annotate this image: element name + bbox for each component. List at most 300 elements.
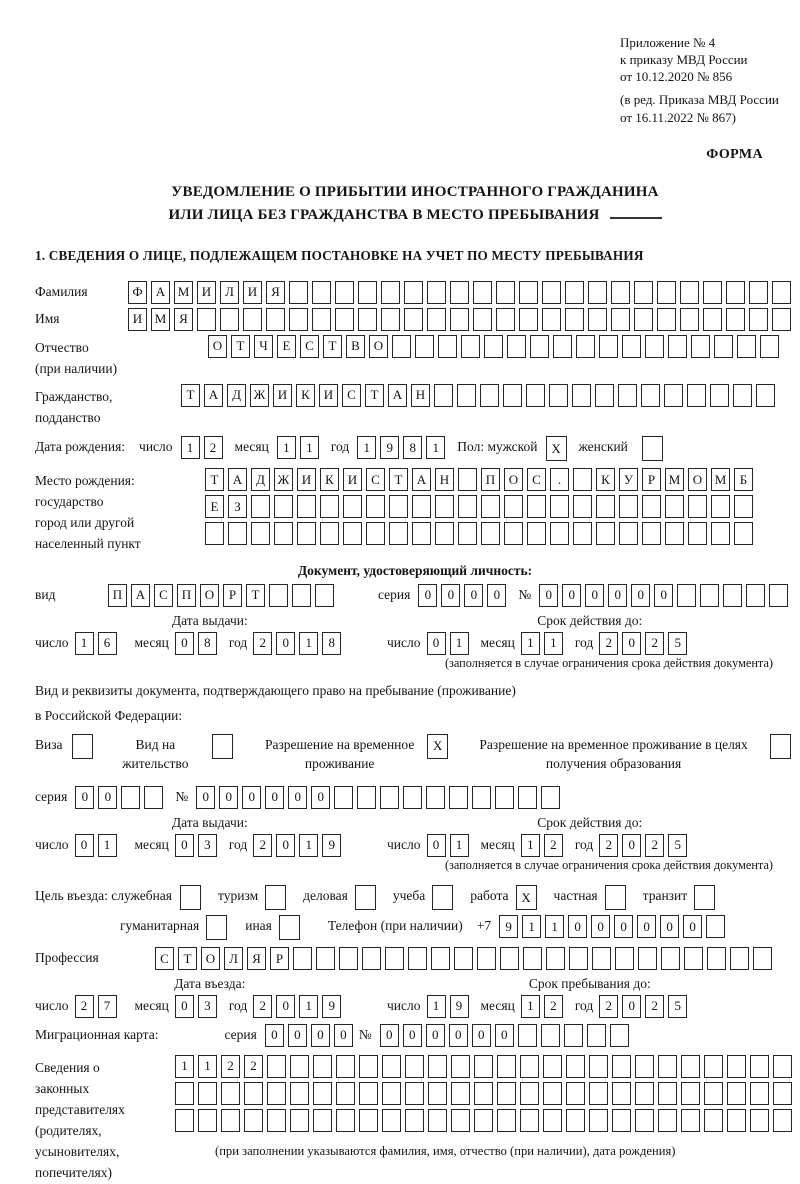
form-cell: Ф [128, 281, 147, 304]
form-cell [566, 1055, 585, 1078]
form-cell: 1 [426, 436, 445, 459]
form-cell: К [296, 384, 315, 407]
form-cell [618, 384, 637, 407]
form-cell [292, 584, 311, 607]
form-cell: 0 [98, 786, 117, 809]
form-cell: 0 [311, 1024, 330, 1047]
forma-label: ФОРМА [706, 146, 763, 162]
temp-residence-label-line1: Разрешение на временное [264, 736, 415, 752]
form-cell [681, 1109, 700, 1132]
form-cell: 0 [276, 995, 295, 1018]
form-cell [228, 522, 247, 545]
year-word: год [574, 998, 594, 1014]
form-cell: 0 [539, 584, 558, 607]
purpose-tourism [218, 885, 290, 910]
form-cell [711, 495, 730, 518]
form-cell: 0 [562, 584, 581, 607]
birth-place-label-line3: город или другой [35, 515, 135, 531]
form-cell [451, 1082, 470, 1105]
gender-male-checkbox: X [546, 436, 567, 461]
citizenship-row [35, 384, 795, 429]
legal-reps-label-line1: Сведения о [35, 1060, 100, 1076]
form-cell [458, 495, 477, 518]
form-cell: Т [231, 335, 250, 358]
form-cell [750, 1082, 769, 1105]
form-cell [595, 384, 614, 407]
form-cell: 0 [276, 834, 295, 857]
form-cell: 2 [544, 995, 563, 1018]
form-cell: 1 [198, 1055, 217, 1078]
form-cell [518, 786, 537, 809]
form-cell [504, 495, 523, 518]
form-cell [619, 495, 638, 518]
purpose-other-checkbox [279, 915, 300, 940]
form-cell [519, 281, 538, 304]
form-cell: 3 [198, 834, 217, 857]
form-cell: 3 [198, 995, 217, 1018]
form-cell [389, 522, 408, 545]
form-cell [588, 308, 607, 331]
form-cell [392, 335, 411, 358]
form-cell: 0 [265, 1024, 284, 1047]
form-cell: 0 [585, 584, 604, 607]
form-cell: 2 [204, 436, 223, 459]
legal-reps-label-line2: законных [35, 1081, 90, 1097]
identity-doc-row [35, 584, 795, 607]
month-word: месяц [480, 836, 515, 852]
purpose-transit-checkbox [694, 885, 715, 910]
entry-date [35, 995, 387, 1018]
temp-residence-edu-label [466, 732, 761, 774]
form-cell [382, 1082, 401, 1105]
purpose-transit-label: транзит [642, 888, 688, 904]
purpose-humanitarian [120, 915, 231, 940]
form-cell: 9 [322, 834, 341, 857]
temp-residence-checkbox: X [427, 734, 448, 759]
form-cell [769, 584, 788, 607]
form-cell [700, 584, 719, 607]
birth-year-cells [357, 436, 449, 459]
form-cell [175, 1082, 194, 1105]
form-cell: 0 [219, 786, 238, 809]
form-cell [434, 384, 453, 407]
phone-prefix: +7 [476, 918, 492, 934]
patronymic-row [35, 335, 795, 380]
residence-permit-label: Вид на жительство [122, 736, 189, 772]
form-cell [504, 522, 523, 545]
form-cell [704, 1055, 723, 1078]
year-word: год [228, 634, 248, 650]
form-cell: Р [223, 584, 242, 607]
year-word: год [330, 439, 350, 455]
form-cell [251, 522, 270, 545]
form-cell: С [527, 468, 546, 491]
form-cell [723, 584, 742, 607]
form-cell [642, 495, 661, 518]
form-cell: И [343, 468, 362, 491]
form-cell: 2 [544, 834, 563, 857]
purpose-study-label: учеба [392, 888, 426, 904]
doc-issue-date [35, 632, 387, 655]
form-cell [727, 1109, 746, 1132]
form-cell [358, 281, 377, 304]
rvp-issue-month [175, 834, 221, 857]
form-cell: 8 [198, 632, 217, 655]
form-cell [680, 281, 699, 304]
form-cell: 1 [277, 436, 296, 459]
legal-reps-label-line6: попечителях) [35, 1164, 112, 1180]
form-cell [541, 786, 560, 809]
entry-year [253, 995, 345, 1018]
doc-number-cells [539, 584, 792, 607]
rvp-valid-date [387, 834, 691, 857]
form-cell: 0 [175, 632, 194, 655]
form-cell [343, 522, 362, 545]
residence-intro-line2: в Российской Федерации: [35, 707, 183, 723]
form-cell: 1 [450, 834, 469, 857]
form-cell [289, 308, 308, 331]
form-cell [412, 522, 431, 545]
year-word: год [574, 836, 594, 852]
month-word: месяц [480, 634, 515, 650]
citizenship-label [35, 384, 181, 429]
form-cell [710, 384, 729, 407]
form-cell: Р [642, 468, 661, 491]
form-cell [572, 384, 591, 407]
form-cell [382, 1109, 401, 1132]
form-cell [746, 584, 765, 607]
form-cell: 0 [418, 584, 437, 607]
form-cell [274, 495, 293, 518]
form-cell: 1 [98, 834, 117, 857]
entry-day [75, 995, 121, 1018]
form-cell [336, 1109, 355, 1132]
form-cell [343, 495, 362, 518]
purpose-tourism-checkbox [265, 885, 286, 910]
purpose-work-label: работа [470, 888, 509, 904]
form-cell [431, 947, 450, 970]
doc-valid-day [427, 632, 473, 655]
form-cell [734, 522, 753, 545]
doc-dates-headings [35, 613, 795, 630]
birth-place-label-line1: Место рождения: [35, 473, 135, 489]
form-cell: О [200, 584, 219, 607]
form-cell [293, 947, 312, 970]
form-cell: 2 [253, 995, 272, 1018]
form-cell [681, 1055, 700, 1078]
temp-residence-edu-line1: Разрешение на временное [479, 736, 629, 752]
form-cell [638, 947, 657, 970]
form-cell [507, 335, 526, 358]
form-cell [566, 1109, 585, 1132]
form-cell: 9 [450, 995, 469, 1018]
form-cell [687, 384, 706, 407]
form-cell: Я [266, 281, 285, 304]
form-cell [543, 1082, 562, 1105]
form-cell: 0 [654, 584, 673, 607]
doc-series-cells [418, 584, 510, 607]
form-cell [661, 947, 680, 970]
form-cell: 0 [288, 1024, 307, 1047]
form-cell [749, 308, 768, 331]
visa-checkbox [72, 734, 93, 759]
form-cell [472, 786, 491, 809]
form-cell [451, 1055, 470, 1078]
birth-place-label [35, 468, 205, 555]
form-cell: 0 [683, 915, 702, 938]
form-title-line2: ИЛИ ЛИЦА БЕЗ ГРАЖДАНСТВА В МЕСТО ПРЕБЫВАНИЯ [168, 206, 600, 223]
form-cell [197, 308, 216, 331]
form-cell [428, 1109, 447, 1132]
form-cell: Т [365, 384, 384, 407]
form-cell: 2 [221, 1055, 240, 1078]
form-cell [290, 1109, 309, 1132]
form-cell [454, 947, 473, 970]
surname-row [35, 281, 795, 304]
temp-residence-edu-line3: получения образования [545, 756, 682, 772]
form-cell: 2 [645, 834, 664, 857]
form-cell [312, 308, 331, 331]
form-cell [359, 1082, 378, 1105]
purpose-study-checkbox [432, 885, 453, 910]
stay-until-heading: Срок пребывания до: [528, 976, 651, 992]
day-word: число [387, 998, 421, 1014]
month-word: месяц [480, 998, 515, 1014]
form-cell [733, 384, 752, 407]
form-cell: 1 [521, 834, 540, 857]
purpose-tourism-label: туризм [218, 888, 259, 904]
form-cell: 0 [614, 915, 633, 938]
form-cell [737, 335, 756, 358]
doc-valid-date [387, 632, 691, 655]
stay-month [521, 995, 567, 1018]
appendix-line: Приложение № 4 [620, 35, 716, 50]
form-cell [381, 281, 400, 304]
form-cell [677, 584, 696, 607]
vid-word: вид [35, 587, 56, 603]
name-cells [128, 308, 795, 331]
day-word: число [139, 439, 173, 455]
form-cell: М [174, 281, 193, 304]
form-cell [290, 1082, 309, 1105]
form-cell [750, 1055, 769, 1078]
form-cell [726, 281, 745, 304]
form-cell [266, 308, 285, 331]
number-word: № [358, 1027, 372, 1043]
form-cell: 2 [253, 834, 272, 857]
form-cell [749, 281, 768, 304]
stay-year [599, 995, 691, 1018]
form-cell: 0 [472, 1024, 491, 1047]
form-cell: 5 [668, 834, 687, 857]
form-cell [497, 1109, 516, 1132]
form-cell: 0 [449, 1024, 468, 1047]
form-cell: М [151, 308, 170, 331]
form-cell: Л [220, 281, 239, 304]
form-cell [691, 335, 710, 358]
rvp-dates-headings [35, 815, 795, 832]
form-cell: 2 [599, 995, 618, 1018]
birth-day-cells [181, 436, 227, 459]
surname-label: Фамилия [35, 283, 88, 299]
doc-issue-day [75, 632, 121, 655]
form-cell: 1 [300, 436, 319, 459]
form-cell [688, 522, 707, 545]
form-cell: С [300, 335, 319, 358]
form-cell: 0 [427, 632, 446, 655]
form-cell [315, 584, 334, 607]
form-cell [773, 1109, 792, 1132]
temp-residence-edu-checkbox [770, 734, 791, 759]
form-cell [473, 308, 492, 331]
form-cell: 2 [645, 995, 664, 1018]
form-cell [550, 522, 569, 545]
day-word: число [35, 998, 69, 1014]
form-cell: П [177, 584, 196, 607]
day-word: число [387, 836, 421, 852]
form-cell [684, 947, 703, 970]
form-cell [611, 281, 630, 304]
form-cell [313, 1055, 332, 1078]
appendix-note-line: от 16.11.2022 № 867) [620, 109, 737, 125]
form-cell [727, 1055, 746, 1078]
form-cell: К [320, 468, 339, 491]
form-cell [251, 495, 270, 518]
form-cell [405, 1109, 424, 1132]
option-temp-residence-education [466, 732, 795, 774]
stay-until-date [387, 995, 691, 1018]
form-cell [481, 522, 500, 545]
form-cell [497, 1082, 516, 1105]
form-cell [267, 1109, 286, 1132]
form-cell: 1 [450, 632, 469, 655]
form-cell: 9 [380, 436, 399, 459]
form-cell [477, 947, 496, 970]
form-cell [589, 1109, 608, 1132]
form-cell: Р [270, 947, 289, 970]
rvp-issue-day [75, 834, 121, 857]
form-cell: 0 [334, 1024, 353, 1047]
form-cell [520, 1055, 539, 1078]
residence-doc-intro [35, 679, 795, 728]
entry-stay-headings [35, 976, 795, 993]
form-cell: З [228, 495, 247, 518]
form-cell: 1 [175, 1055, 194, 1078]
form-cell [496, 281, 515, 304]
purpose-business-checkbox [355, 885, 376, 910]
form-cell: 0 [75, 786, 94, 809]
form-cell [267, 1055, 286, 1078]
series-word: серия [35, 788, 68, 804]
rvp-issue-heading: Дата выдачи: [171, 814, 248, 830]
form-cell: 1 [357, 436, 376, 459]
appendix-block [620, 34, 800, 126]
form-cell [726, 308, 745, 331]
form-cell: 0 [568, 915, 587, 938]
form-cell [576, 335, 595, 358]
rvp-issue-year [253, 834, 345, 857]
form-cell: А [204, 384, 223, 407]
form-cell [753, 947, 772, 970]
form-cell [503, 384, 522, 407]
form-cell: И [297, 468, 316, 491]
form-cell: 0 [464, 584, 483, 607]
form-cell [587, 1024, 606, 1047]
form-cell: М [711, 468, 730, 491]
form-cell [703, 281, 722, 304]
form-cell: А [412, 468, 431, 491]
form-cell [244, 1109, 263, 1132]
form-cell: Т [178, 947, 197, 970]
residence-intro-line1: Вид и реквизиты документа, подтверждающего право на пребывание (проживание) [35, 683, 516, 699]
purpose-private [554, 885, 630, 910]
option-visa [35, 732, 97, 759]
form-cell: К [596, 468, 615, 491]
purpose-business-label: деловая [303, 888, 348, 904]
form-cell: И [319, 384, 338, 407]
migration-card-row [35, 1024, 795, 1047]
temp-residence-edu-line2: проживание в целях [632, 736, 748, 752]
form-cell: Е [277, 335, 296, 358]
form-cell [564, 1024, 583, 1047]
form-cell [269, 584, 288, 607]
form-cell [668, 335, 687, 358]
doc-issue-heading: Дата выдачи: [171, 613, 248, 629]
form-cell [244, 1082, 263, 1105]
gender-female-checkbox [642, 436, 663, 461]
form-cell [645, 335, 664, 358]
form-cell: Я [247, 947, 266, 970]
title-blank-line [610, 206, 662, 219]
form-cell [481, 495, 500, 518]
form-cell [449, 786, 468, 809]
form-cell [435, 522, 454, 545]
form-cell: 0 [311, 786, 330, 809]
form-cell: 1 [299, 995, 318, 1018]
form-cell [530, 335, 549, 358]
form-cell: 1 [427, 995, 446, 1018]
doc-valid-heading: Срок действия до: [537, 613, 643, 629]
form-cell: 1 [544, 632, 563, 655]
form-cell [550, 495, 569, 518]
form-cell [313, 1109, 332, 1132]
rvp-serial-row [35, 786, 795, 809]
month-word: месяц [134, 836, 169, 852]
form-cell: 2 [75, 995, 94, 1018]
form-cell [635, 1082, 654, 1105]
form-cell [688, 495, 707, 518]
birth-place-row [35, 468, 795, 555]
form-cell: О [369, 335, 388, 358]
form-cell [707, 947, 726, 970]
form-cell: 0 [403, 1024, 422, 1047]
form-cell [144, 786, 163, 809]
form-cell [619, 522, 638, 545]
doc-valid-month [521, 632, 567, 655]
purpose-humanitarian-label: гуманитарная [120, 918, 200, 934]
form-cell: Н [435, 468, 454, 491]
form-cell [438, 335, 457, 358]
form-cell [389, 495, 408, 518]
form-cell: 2 [599, 834, 618, 857]
form-cell [404, 308, 423, 331]
form-cell [541, 1024, 560, 1047]
patronymic-label [35, 335, 208, 380]
form-cell [589, 1082, 608, 1105]
form-cell [599, 335, 618, 358]
doc-issue-year [253, 632, 345, 655]
form-cell: 0 [660, 915, 679, 938]
